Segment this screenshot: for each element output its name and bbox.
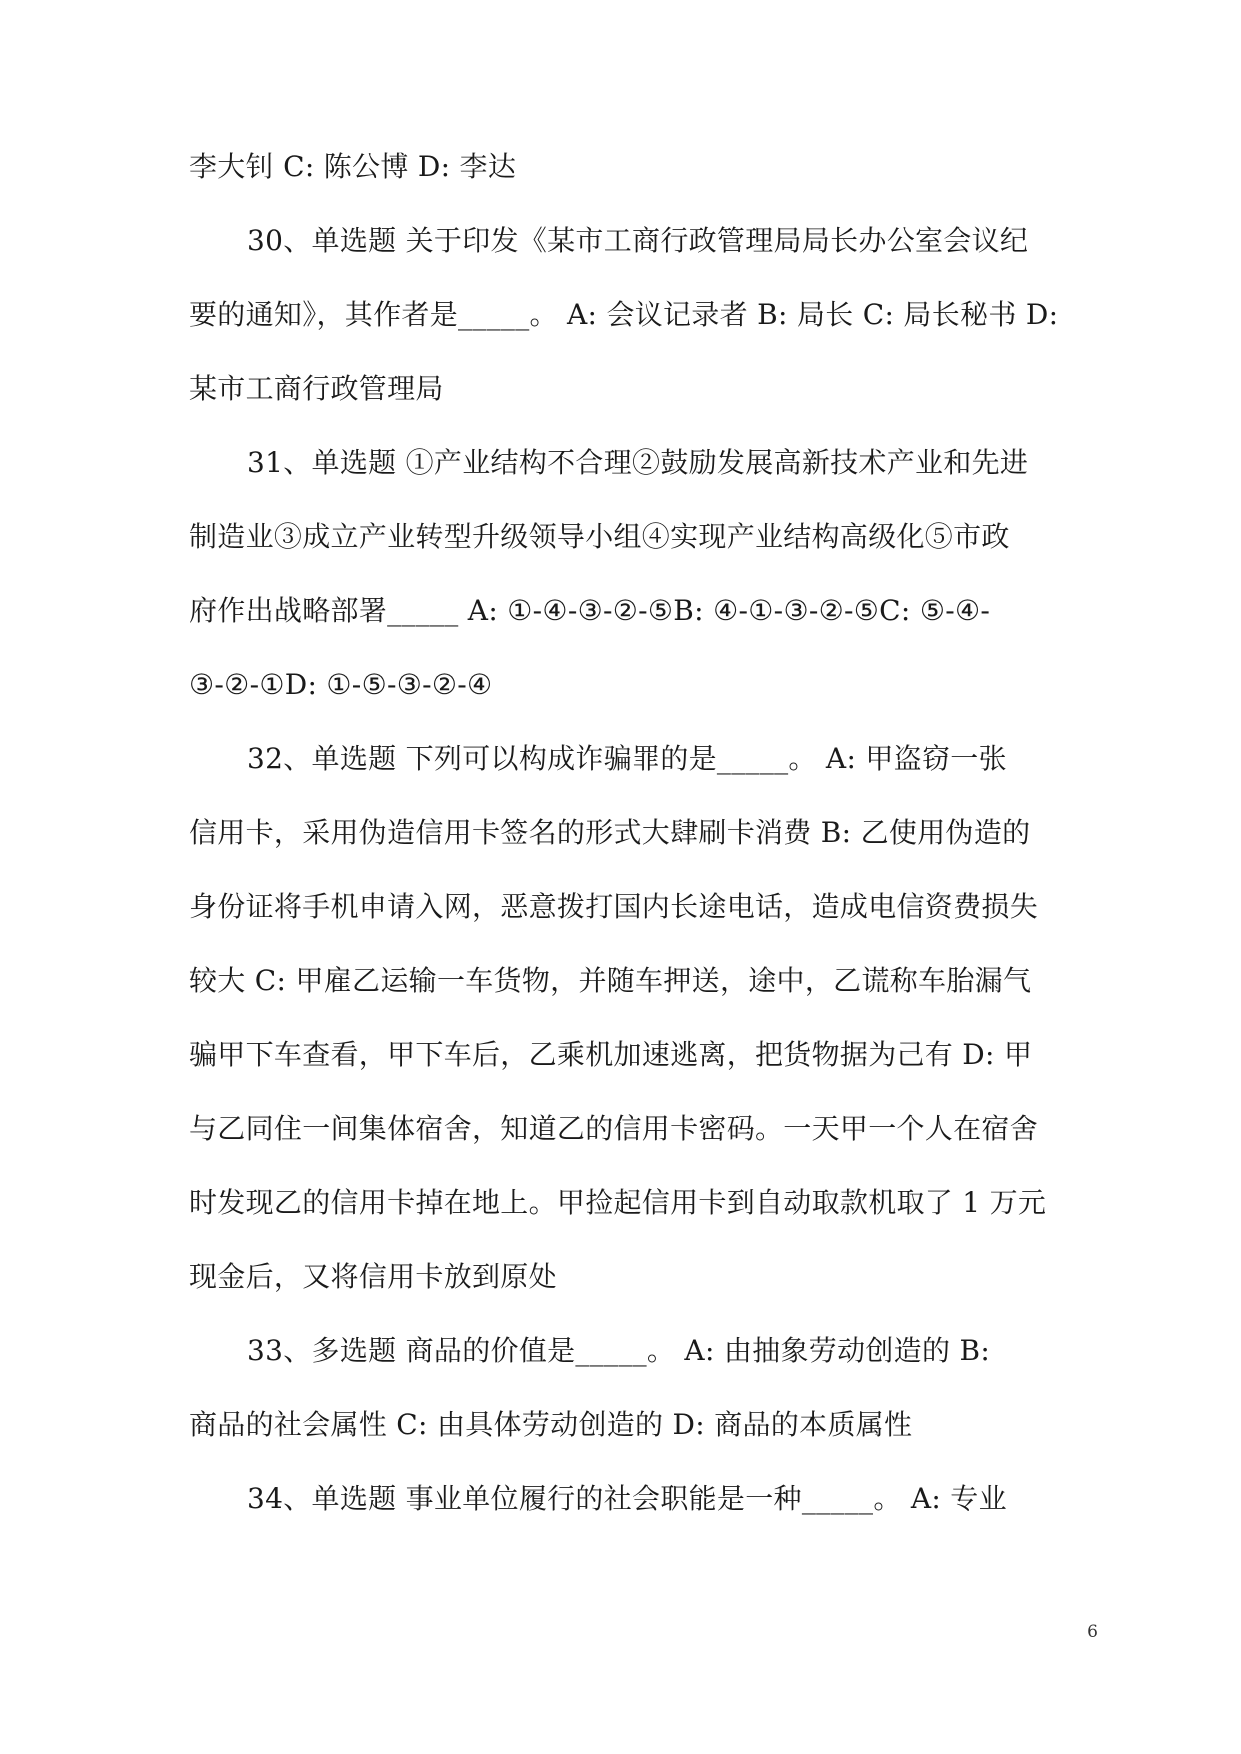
question-30-line: 30、单选题 关于印发《某市工商行政管理局局长办公室会议纪 [247, 224, 1029, 257]
page-number: 6 [1087, 1622, 1098, 1642]
text-line: 时发现乙的信用卡掉在地上。甲捡起信用卡到自动取款机取了 1 万元 [189, 1186, 1047, 1219]
text-line: 要的通知》，其作者是_____。 A: 会议记录者 B: 局长 C: 局长秘书 D: [189, 298, 1059, 331]
question-31-line: 31、单选题 ①产业结构不合理②鼓励发展高新技术产业和先进 [247, 446, 1029, 479]
text-line: 骗甲下车查看，甲下车后，乙乘机加速逃离，把货物据为己有 D: 甲 [189, 1038, 1033, 1071]
text-line: 府作出战略部署_____ A: ①-④-③-②-⑤B: ④-①-③-②-⑤C: ⑤-④- [189, 594, 991, 627]
question-32-line: 32、单选题 下列可以构成诈骗罪的是_____。 A: 甲盗窃一张 [247, 742, 1007, 775]
text-line: 制造业③成立产业转型升级领导小组④实现产业结构高级化⑤市政 [189, 520, 1010, 553]
text-line: 李大钊 C: 陈公博 D: 李达 [189, 150, 517, 183]
question-34-line: 34、单选题 事业单位履行的社会职能是一种_____。 A: 专业 [247, 1482, 1007, 1515]
text-line: 较大 C: 甲雇乙运输一车货物，并随车押送，途中，乙谎称车胎漏气 [189, 964, 1032, 997]
text-line: 商品的社会属性 C: 由具体劳动创造的 D: 商品的本质属性 [189, 1408, 913, 1441]
text-line: 身份证将手机申请入网，恶意拨打国内长途电话，造成电信资费损失 [189, 890, 1039, 923]
text-line: 某市工商行政管理局 [189, 372, 444, 405]
text-line: 信用卡，采用伪造信用卡签名的形式大肆刷卡消费 B: 乙使用伪造的 [189, 816, 1031, 849]
question-text-block [189, 130, 1059, 1536]
text-line: 现金后，又将信用卡放到原处 [189, 1260, 557, 1293]
text-line: ③-②-①D: ①-⑤-③-②-④ [189, 668, 493, 701]
question-33-line: 33、多选题 商品的价值是_____。 A: 由抽象劳动创造的 B: [247, 1334, 991, 1367]
text-line: 与乙同住一间集体宿舍，知道乙的信用卡密码。一天甲一个人在宿舍 [189, 1112, 1039, 1145]
